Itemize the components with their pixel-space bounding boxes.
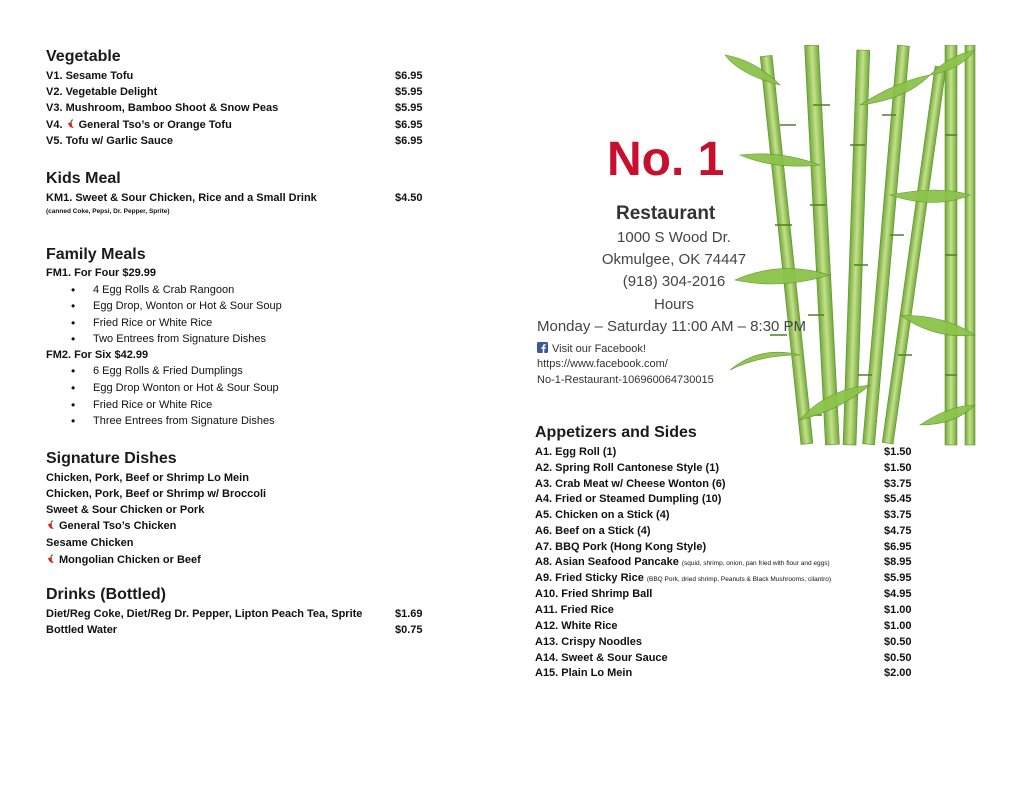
menu-item-price: $4.50 <box>395 192 423 204</box>
menu-item-price: $1.00 <box>884 620 912 632</box>
menu-item-price: $6.95 <box>395 119 423 131</box>
list-item: • Fried Rice or White Rice <box>71 316 213 330</box>
menu-item-label: A12. White Rice <box>535 620 618 632</box>
menu-item-label: A2. Spring Roll Cantonese Style (1) <box>535 462 719 474</box>
menu-item-price: $1.00 <box>884 604 912 616</box>
menu-item-price: $5.95 <box>395 102 423 114</box>
menu-item-name: Chicken, Pork, Beef or Shrimp Lo Mein <box>46 472 249 484</box>
menu-item-name: V5. Tofu w/ Garlic Sauce <box>46 135 173 147</box>
menu-item-name <box>535 667 632 679</box>
menu-item-name <box>535 525 651 537</box>
menu-item-name: Mongolian Chicken or Beef <box>46 554 201 566</box>
menu-item-price: $1.50 <box>884 446 912 458</box>
list-item: • 6 Egg Rolls & Fried Dumplings <box>71 364 243 378</box>
menu-item-price: $1.50 <box>884 462 912 474</box>
menu-item-name <box>535 620 618 632</box>
menu-item-name <box>535 636 642 648</box>
menu-item-label: A7. BBQ Pork (Hong Kong Style) <box>535 541 707 553</box>
menu-item-label: General Tso’s or Orange Tofu <box>78 119 232 131</box>
menu-item-price: $0.50 <box>884 652 912 664</box>
menu-item-name <box>535 541 706 553</box>
menu-item-price: $6.95 <box>884 541 912 553</box>
menu-item-name <box>535 572 831 584</box>
menu-item-name: Chicken, Pork, Beef or Shrimp w/ Broccoli <box>46 488 267 500</box>
menu-item-note: (BBQ Pork, dried shrimp, Peanuts & Black Mushrooms, cilantro) <box>646 576 832 583</box>
menu-item-label: A15. Plain Lo Mein <box>535 667 633 679</box>
menu-item-name: KM1. Sweet & Sour Chicken, Rice and a Small Drink <box>46 192 317 204</box>
hours-text: Monday – Saturday 11:00 AM – 8:30 PM <box>537 318 807 335</box>
menu-item-name: V2. Vegetable Delight <box>46 86 158 98</box>
chili-pepper-icon <box>46 520 56 530</box>
menu-item-note: (canned Coke, Pepsi, Dr. Pepper, Sprite) <box>46 208 170 215</box>
menu-item-name <box>535 588 652 600</box>
address-line-2: Okmulgee, OK 74447 <box>601 251 747 268</box>
section-title-drinks: Drinks (Bottled) <box>46 586 166 603</box>
menu-item-label: A10. Fried Shrimp Ball <box>535 588 653 600</box>
menu-item-price: $0.75 <box>395 624 423 636</box>
menu-item-price: $6.95 <box>395 70 423 82</box>
family-meal-title: FM2. For Six $42.99 <box>46 349 149 361</box>
menu-item-name: General Tso’s Chicken <box>46 520 176 532</box>
list-item: • 4 Egg Rolls & Crab Rangoon <box>71 283 235 297</box>
menu-item-name <box>535 556 830 568</box>
menu-item-label: A1. Egg Roll (1) <box>535 446 617 458</box>
menu-item-label: A9. Fried Sticky Rice <box>535 572 644 584</box>
section-title-appetizers: Appetizers and Sides <box>535 424 697 441</box>
facebook-link[interactable]: Visit our Facebook! <box>537 342 646 355</box>
list-item: • Egg Drop, Wonton or Hot & Sour Soup <box>71 299 282 313</box>
menu-item-name <box>535 652 668 664</box>
menu-item-name: Diet/Reg Coke, Diet/Reg Dr. Pepper, Lipton Peach Tea, Sprite <box>46 608 363 620</box>
menu-item-price: $5.95 <box>884 572 912 584</box>
chili-pepper-icon <box>46 554 56 564</box>
section-title-signature: Signature Dishes <box>46 450 177 467</box>
section-title-family: Family Meals <box>46 246 146 263</box>
menu-item-name <box>535 509 669 521</box>
menu-item-label: A11. Fried Rice <box>535 604 614 616</box>
phone-number: (918) 304-2016 <box>622 273 726 290</box>
menu-item-price: $5.45 <box>884 493 912 505</box>
menu-item-name: V3. Mushroom, Bamboo Shoot & Snow Peas <box>46 102 279 114</box>
menu-item-label: A3. Crab Meat w/ Cheese Wonton (6) <box>535 478 726 490</box>
chili-pepper-icon <box>66 119 76 129</box>
menu-item-price: $1.69 <box>395 608 423 620</box>
menu-item-label: A13. Crispy Noodles <box>535 636 642 648</box>
menu-item-price: $0.50 <box>884 636 912 648</box>
list-item: • Egg Drop Wonton or Hot & Sour Soup <box>71 381 279 395</box>
menu-item-price: $8.95 <box>884 556 912 568</box>
facebook-url[interactable]: No-1-Restaurant-106960064730015 <box>537 374 714 386</box>
menu-item-name <box>535 446 616 458</box>
restaurant-subtitle: Restaurant <box>616 203 716 224</box>
menu-item-label: A14. Sweet & Sour Sauce <box>535 652 668 664</box>
menu-item-name <box>535 478 726 490</box>
menu-item-price: $3.75 <box>884 509 912 521</box>
hours-label: Hours <box>653 296 694 313</box>
menu-item-name: V1. Sesame Tofu <box>46 70 134 82</box>
menu-item-label: A4. Fried or Steamed Dumpling (10) <box>535 493 722 505</box>
menu-item-note: (squid, shrimp, onion, pan fried with flour and eggs) <box>681 560 830 567</box>
list-item: • Two Entrees from Signature Dishes <box>71 332 267 346</box>
menu-item-name <box>535 462 719 474</box>
facebook-icon <box>537 342 548 353</box>
menu-item-name: Sweet & Sour Chicken or Pork <box>46 504 205 516</box>
menu-item-price: $5.95 <box>395 86 423 98</box>
list-item: • Three Entrees from Signature Dishes <box>71 414 275 428</box>
menu-item-price: $4.75 <box>884 525 912 537</box>
menu-item-name <box>46 119 232 131</box>
menu-item-price: $6.95 <box>395 135 423 147</box>
restaurant-logo: No. 1 <box>607 133 725 186</box>
section-title-kids: Kids Meal <box>46 170 121 187</box>
menu-item-name: Bottled Water <box>46 624 118 636</box>
menu-item-label: A5. Chicken on a Stick (4) <box>535 509 670 521</box>
menu-item-name: Sesame Chicken <box>46 537 134 549</box>
family-meal-title: FM1. For Four $29.99 <box>46 267 157 279</box>
menu-item-label: A6. Beef on a Stick (4) <box>535 525 651 537</box>
menu-item-label: A8. Asian Seafood Pancake <box>535 556 679 568</box>
address-line-1: 1000 S Wood Dr. <box>617 229 731 246</box>
bamboo-illustration <box>720 45 980 450</box>
menu-item-name <box>535 493 721 505</box>
list-item: • Fried Rice or White Rice <box>71 398 213 412</box>
section-title-vegetable: Vegetable <box>46 48 121 65</box>
menu-item-name <box>535 604 614 616</box>
menu-item-price: $4.95 <box>884 588 912 600</box>
facebook-url[interactable]: https://www.facebook.com/ <box>537 358 668 370</box>
menu-item-code: V4. <box>46 119 66 131</box>
menu-item-price: $2.00 <box>884 667 912 679</box>
menu-item-price: $3.75 <box>884 478 912 490</box>
